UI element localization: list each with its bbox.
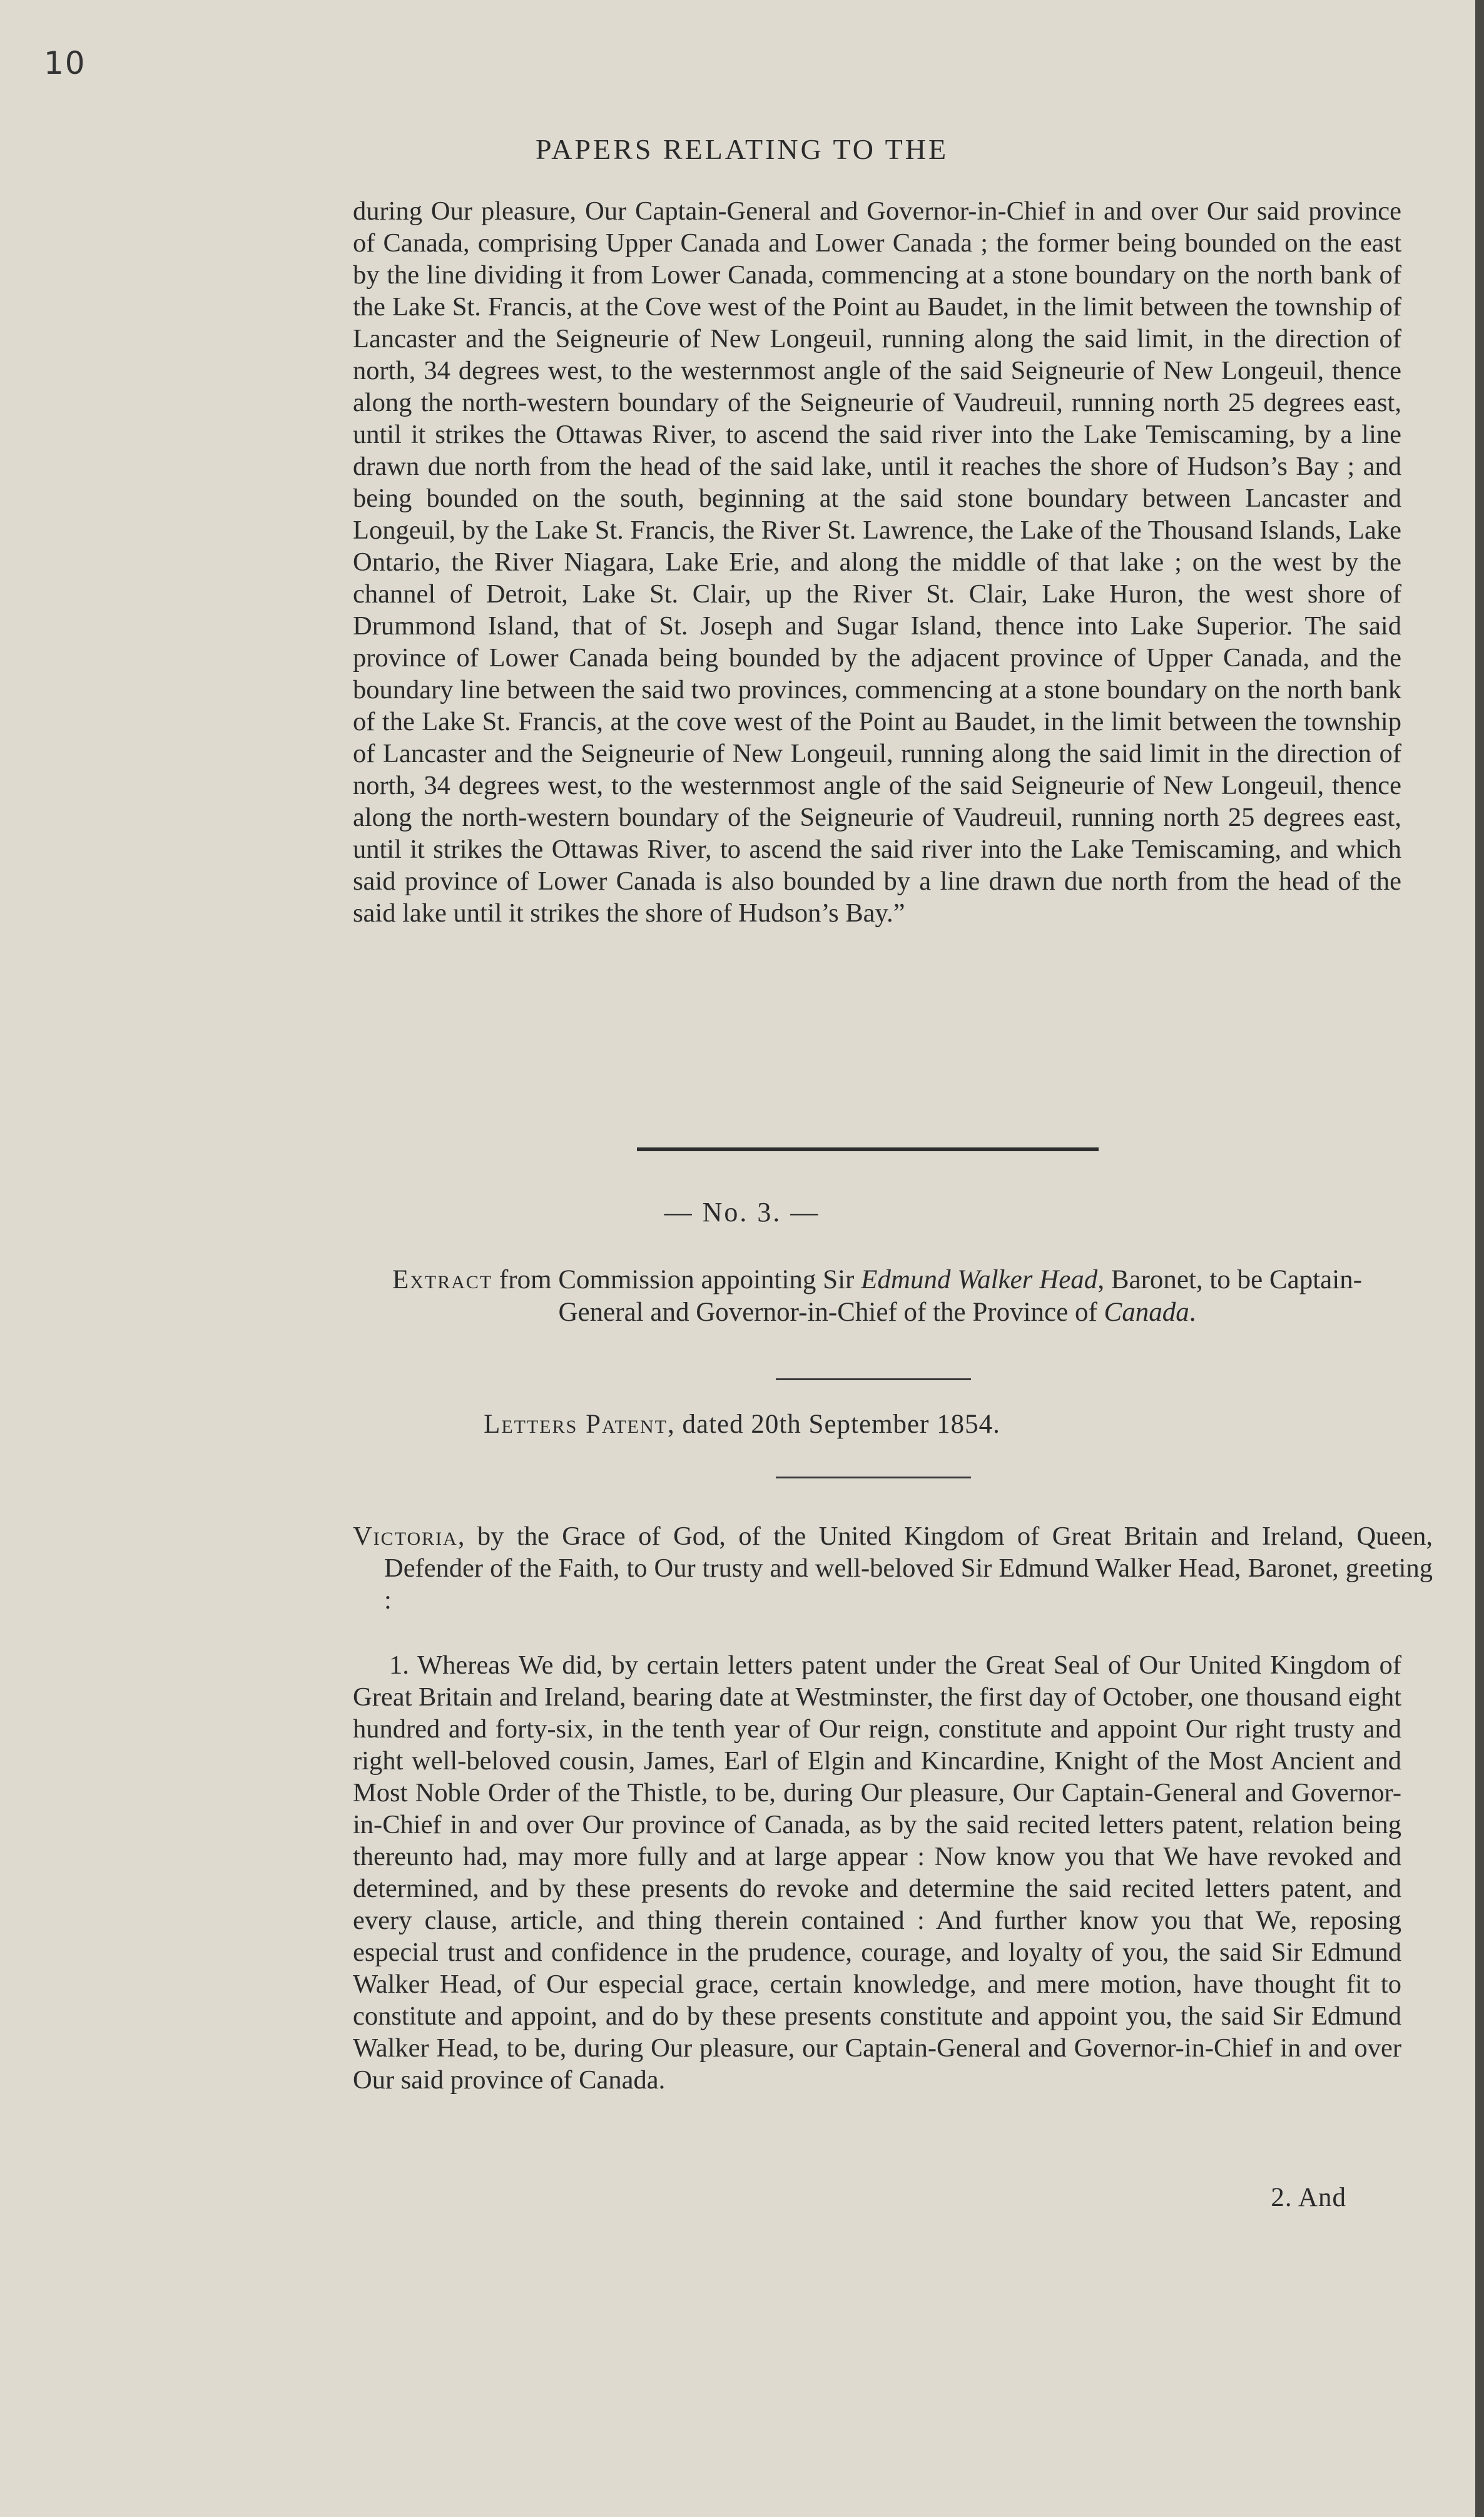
section-number: — No. 3. — [664,1197,820,1228]
letters-patent-date: , dated 20th September 1854. [667,1410,1000,1439]
salutation-paragraph [353,1520,1433,1616]
extract-before-name: from Commission appointing Sir [492,1265,861,1294]
paragraph-1: 1. Whereas We did, by certain letters patent under the Great Seal of Our United Kingdom of Great Britain and Ireland, bearing date at Westminster, the first day of October, one thousand eight hundred and forty-six, in the tenth year of Our reign, constitute and appoint Our right trusty and right well-beloved cousin, James, Earl of Elgin and Kincardine, Knight of the Most Ancient and Most Noble Order of the Thistle, to be, during Our pleasure, Our Captain-General and Governor-in-Chief in and over Our province of Canada, as by the said recited letters patent, relation being thereunto had, may more fully and at large appear : Now know you that We have revoked and determined, and by these presents do revoke and determine the said recited letters patent, and every clause, article, and thing therein contained : And further know you that We, reposing especial trust and confidence in the prudence, courage, and loyalty of you, the said Sir Edmund Walker Head, of Our especial grace, certain knowledge, and mere motion, have thought fit to constitute and appoint, and do by these presents constitute and appoint you, the said Sir Edmund Walker Head, to be, during Our pleasure, our Captain-General and Governor-in-Chief in and over Our said province of Canada. [353,1650,1401,2095]
page-edge [1475,0,1484,2517]
extract-end: . [1189,1298,1196,1327]
salutation-lead: Victoria [353,1522,458,1551]
letters-patent-label: Letters Patent [484,1410,668,1439]
opening-paragraph: during Our pleasure, Our Captain-General and Governor-in-Chief in and over Our said province of Canada, comprising Upper Canada and Lower Canada ; the former being bounded on the east by the line dividing it from Lower Canada, commencing at a stone boundary on the north bank of the Lake St. Francis, at the Cove west of the Point au Baudet, in the limit between the township of Lancaster and the Seigneurie of New Longeuil, running along the said limit, in the direction of north, 34 degrees west, to the westernmost angle of the said Seigneurie of New Longeuil, thence along the north-western boundary of the Seigneurie of Vaudreuil, running north 25 degrees east, until it strikes the Ottawas River, to ascend the said river into the Lake Temiscaming, by a line drawn due north from the head of the said lake, until it reaches the shore of Hudson’s Bay ; and being bounded on the south, beginning at the said stone boundary between Lancaster and Longeuil, by the Lake St. Francis, the River St. Lawrence, the Lake of the Thousand Islands, Lake Ontario, the River Niagara, Lake Erie, and along the middle of that lake ; on the west by the channel of Detroit, Lake St. Clair, up the River St. Clair, Lake Huron, the west shore of Drummond Island, that of St. Joseph and Sugar Island, thence into Lake Superior. The said province of Lower Canada being bounded by the adjacent province of Upper Canada, and the boundary line between the said two provinces, commencing at a stone boundary on the north bank of the Lake St. Francis, at the cove west of the Point au Baudet, in the limit between the township of Lancaster and the Seigneurie of New Longeuil, running along the said limit in the direction of north, 34 degrees west, to the westernmost angle of the said Seigneurie of New Longeuil, thence along the north-western boundary of the Seigneurie of Vaudreuil, running north 25 degrees east, until it strikes the Ottawas River, to ascend the said river into the Lake Temiscaming, and which said province of Lower Canada is also bounded by a line drawn due north from the head of the said lake until it strikes the shore of Hudson’s Bay.” [353,196,1401,928]
short-rule-upper [776,1378,971,1380]
extract-province: Canada [1104,1298,1189,1327]
letters-patent-heading [0,1409,1484,1440]
catchword: 2. And [1271,2183,1346,2212]
page-number: 10 [44,45,86,81]
salutation-text: , by the Grace of God, of the United Kingdom of Great Britain and Ireland, Queen, Defender of the Faith, to Our trusty and well-beloved Sir Edmund Walker Head, Baronet, greeting : [384,1522,1433,1615]
extract-middle: , Baronet, to be Captain-General and Governor-in-Chief of the Province of [558,1265,1363,1327]
extract-heading [353,1264,1401,1329]
running-head: PAPERS RELATING TO THE [535,133,949,165]
extract-lead: Extract [392,1265,493,1294]
short-rule-lower [776,1477,971,1478]
section-divider-rule [637,1147,1099,1151]
extract-name: Edmund Walker Head [861,1265,1098,1294]
